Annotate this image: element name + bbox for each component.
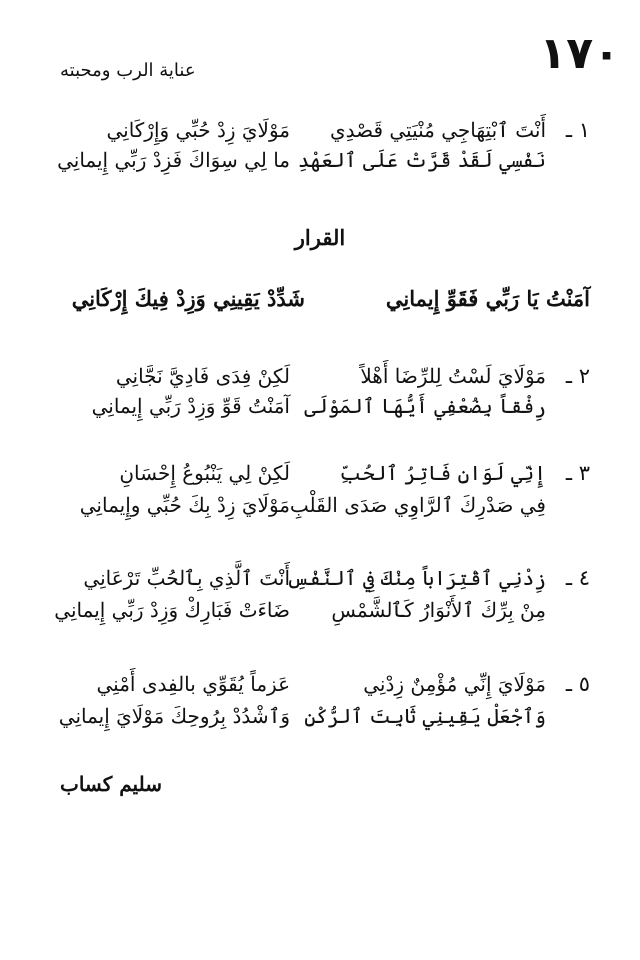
verse-line: ما لِي سِوَاكَ فَزِدْ رَبِّي إِيمانِي [57,148,290,172]
verse-line: مَوْلَايَ إِنِّي مُؤْمِنٌ زِدْنِي [363,672,546,696]
stanza-3 [60,461,590,521]
verse-line: رِفْقاً بِضُعْفِي أَيُّهَا ٱلمَوْلَى [304,394,546,418]
stanza-number: ٣ ـ [565,461,590,485]
stanza-number: ١ ـ [565,118,590,142]
page-number: ١٧٠ [539,28,620,79]
verse-line: لَكِنْ فِدَى فَادِيَّ نَجَّانِي [115,364,290,388]
verse-line: مِنْ بِرِّكَ ٱلأَنْوَارُ كَٱلشَّمْسِ [331,598,546,622]
refrain-line: شَدِّدْ يَقِينِي وَزِدْ فِيكَ إِرْكَانِي [71,286,305,311]
verse-line: إِنِّي لَوَانِ فَاتِرُ ٱلحُبِّ [339,461,546,485]
verse-line: وَٱشْدُدْ بِرُوحِكَ مَوْلَايَ إِيمانِي [58,704,290,728]
verse-line: وَٱجْعَلْ يَقِينِي ثَابِتَ ٱلرُّكْنِ [304,704,546,728]
verse-line: فِي صَدْرِكَ ٱلرَّاوِي صَدَى القَلْبِ [289,493,546,517]
stanza-number: ٤ ـ [565,566,590,590]
verse-line: مَوْلَايَ لَسْتُ لِلرِّضَا أَهْلاً [360,364,546,388]
verse-line: لَكِنْ لِي يَنْبُوعُ إِحْسَانِ [119,461,290,485]
refrain-line: آمَنْتُ يَا رَبِّي فَقَوِّ إِيمانِي [385,286,590,311]
verse-line: ضَاءَتْ فَبَارِكْ وَزِدْ رَبِّي إِيمانِي [54,598,290,622]
refrain-title: القرار [294,225,346,250]
verse-line: أَنْتَ ٱبْتِهَاجِي مُنْيَتِي قَصْدِي [329,118,546,142]
verse-line: أَنْتَ ٱلَّذِي بِٱلحُبِّ تَرْعَانِي [83,566,290,590]
stanza-2 [60,364,590,424]
author-name: سليم كساب [60,772,162,796]
running-header: عناية الرب ومحبته [60,60,196,81]
stanza-1 [57,118,590,178]
stanza-number: ٢ ـ [565,364,590,388]
verse-line: مَوْلَايَ زِدْ حُبِّي وَإِرْكَانِي [106,118,290,142]
verse-line: عَزماً يُقَوِّي بالفِدى أَمْنِي [96,672,290,696]
stanza-4 [54,566,590,626]
stanza-number: ٥ ـ [565,672,590,696]
verse-line: نَفْسِي لَقَدْ قَرَّتْ عَلَى ٱلعَهْدِ [297,148,546,172]
verse-line: مَوْلَايَ زِدْ بِكَ حُبِّي وإِيمانِي [79,493,290,517]
verse-line: زِدْنِي ٱقْتِرَاباً مِنْكَ فِي ٱلنَّفْسِ [286,566,546,590]
verse-line: آمَنْتُ قَوِّ وَزِدْ رَبِّي إِيمانِي [91,394,290,418]
stanza-5 [60,672,590,732]
